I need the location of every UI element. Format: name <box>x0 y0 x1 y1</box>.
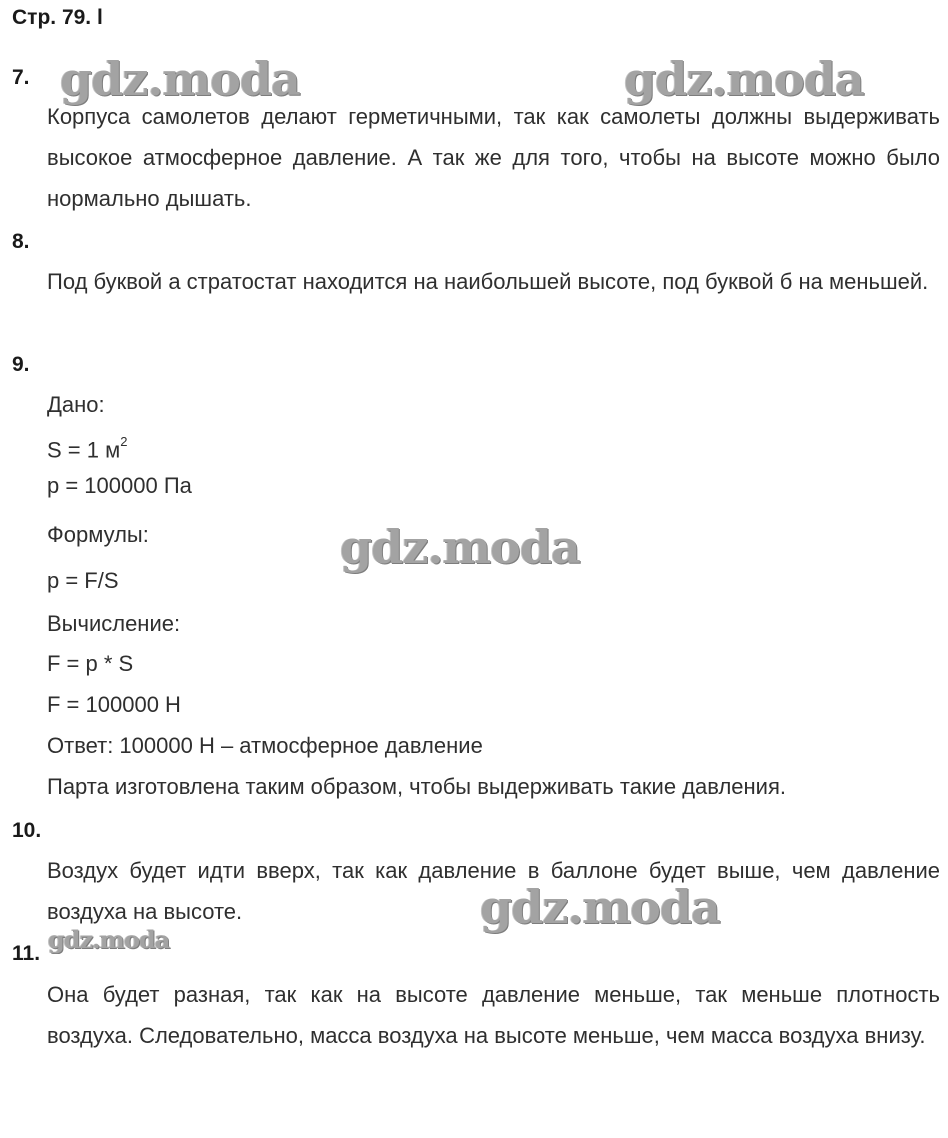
answer-9-result: Ответ: 100000 Н – атмосферное давление <box>47 733 483 758</box>
answer-9-note: Парта изготовлена таким образом, чтобы выдерживать такие давления. <box>47 774 786 799</box>
answer-7-text: Корпуса самолетов делают герметичными, так как самолеты должны выдерживать высокое атмосферное давление. А так же для того, чтобы на высоте можно было нормально дышать. <box>47 104 940 211</box>
page-title: Стр. 79. l <box>12 6 103 29</box>
given-label: Дано: <box>47 392 105 417</box>
answer-10-text: Воздух будет идти вверх, так как давление в баллоне будет выше, чем давление воздуха на высоте. <box>47 858 940 924</box>
formula: p = F/S <box>47 568 119 593</box>
watermark-logo: gdz.moda <box>60 52 300 106</box>
calculation-step-2: F = 100000 Н <box>47 692 181 717</box>
area-exponent: 2 <box>120 434 128 449</box>
answer-11-text: Она будет разная, так как на высоте давление меньше, так меньше плотность воздуха. Следовательно, масса воздуха на высоте меньше, чем масса воздуха внизу. <box>47 982 940 1048</box>
question-number-10: 10. <box>12 819 42 842</box>
formulas-label: Формулы: <box>47 522 149 547</box>
calculation-label: Вычисление: <box>47 611 181 636</box>
watermark-logo: gdz.moda <box>48 925 170 954</box>
question-number-8: 8. <box>12 230 30 253</box>
given-area-text: S = 1 м <box>47 437 121 463</box>
calculation-step-1: F = p * S <box>47 651 134 676</box>
question-number-11: 11. <box>12 942 41 965</box>
answer-8-text: Под буквой а стратостат находится на наибольшей высоте, под буквой б на меньшей. <box>47 269 929 294</box>
given-pressure: p = 100000 Па <box>47 473 192 498</box>
question-number-7: 7. <box>12 66 30 89</box>
question-number-9: 9. <box>12 353 30 376</box>
watermark-logo: gdz.moda <box>340 520 580 574</box>
watermark-logo: gdz.moda <box>624 52 864 106</box>
given-area <box>47 430 127 465</box>
watermark-logo: gdz.moda <box>480 880 720 934</box>
